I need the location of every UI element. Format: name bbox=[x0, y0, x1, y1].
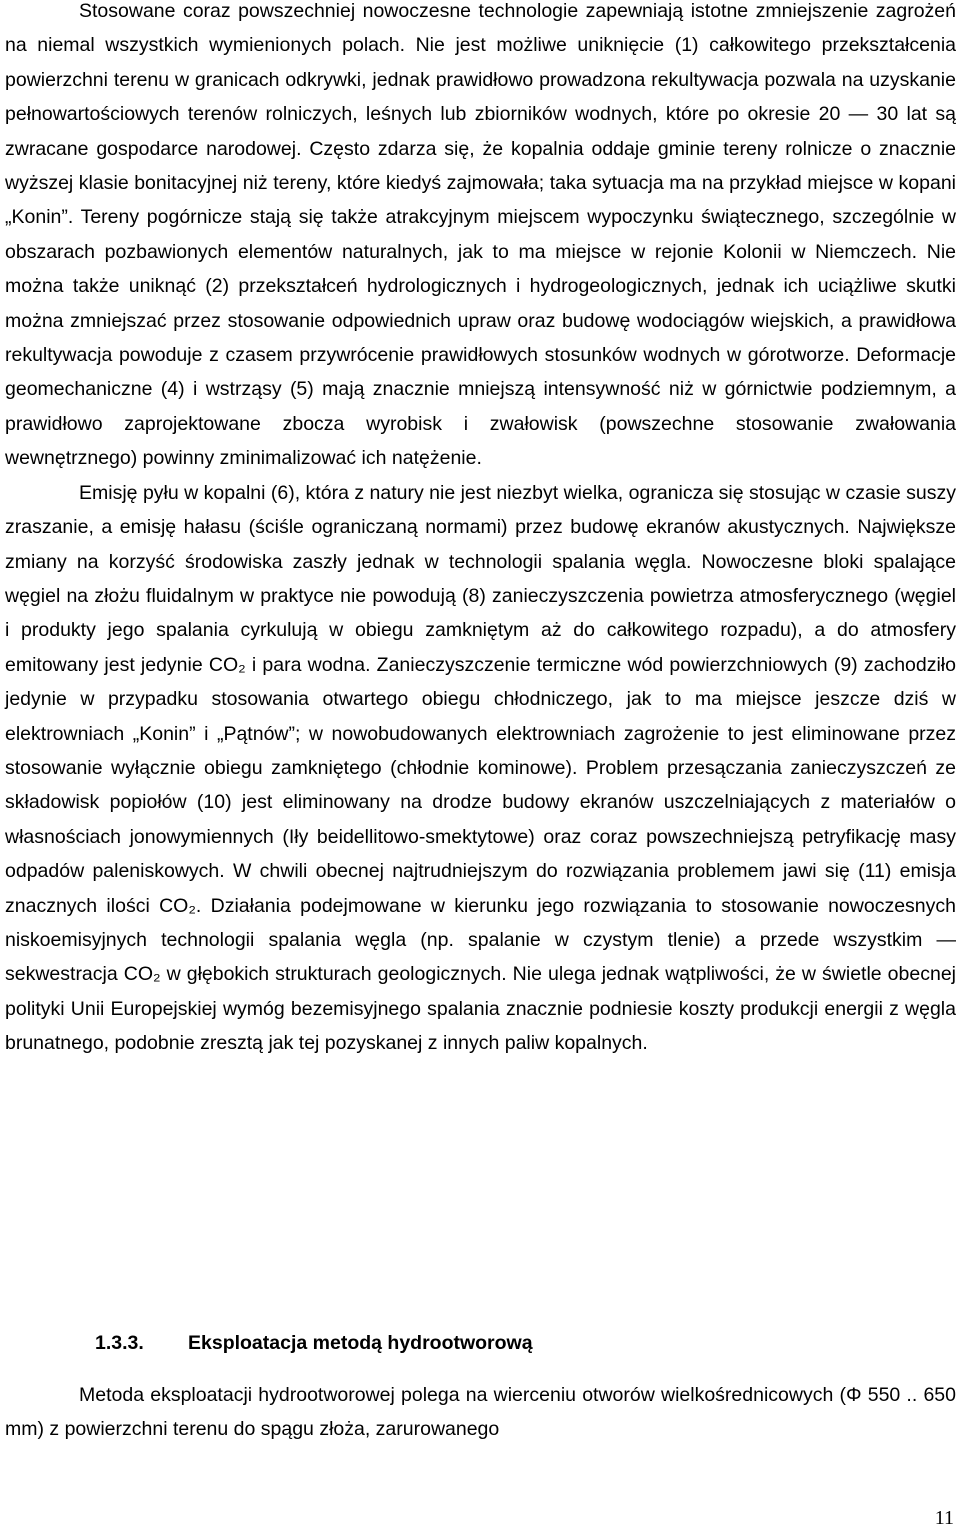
section-number: 1.3.3. bbox=[95, 1332, 144, 1354]
section-title: Eksploatacja metodą hydrootworową bbox=[188, 1332, 533, 1354]
body-paragraph-1: Stosowane coraz powszechniej nowoczesne technologie zapewniają istotne zmniejszenie zagrożeń na niemal wszystkich wymienionych polach. Nie jest możliwe uniknięcie (1) całkowitego przekształcenia powierzchni terenu w granicach odkrywki, jednak prawidłowo prowadzona rekultywacja pozwala na uzyskanie pełnowartościowych terenów rolniczych, leśnych lub zbiorników wodnych, które po okresie 20 — 30 lat są zwracane gospodarce narodowej. Często zdarza się, że kopalnia oddaje gminie tereny rolnicze o znacznie wyższej klasie bonitacyjnej niż tereny, które kiedyś zajmowała; taka sytuacja ma na przykład miejsce w kopani „Konin”. Tereny pogórnicze stają się także atrakcyjnym miejscem wypoczynku świątecznego, szczególnie w obszarach pozbawionych elementów naturalnych, jak to ma miejsce w rejonie Kolonii w Niemczech. Nie można także uniknąć (2) przekształceń hydrologicznych i hydrogeologicznych, jednak ich uciążliwe skutki można zmniejszać przez stosowanie odpowiednich upraw oraz budowę wodociągów wiejskich, a prawidłowa rekultywacja powoduje z czasem przywrócenie prawidłowych stosunków wodnych w górotworze. Deformacje geomechaniczne (4) i wstrząsy (5) mają znacznie mniejszą intensywność niż w górnictwie podziemnym, a prawidłowo zaprojektowane zbocza wyrobisk i zwałowisk (powszechne stosowanie zwałowania wewnętrznego) powinny zminimalizować ich natężenie. bbox=[5, 0, 956, 470]
body-paragraph-3: Metoda eksploatacji hydrootworowej polega na wierceniu otworów wielkośrednicowych (Φ 550 .. 650 mm) z powierzchni terenu do spągu złoża, zarurowanego bbox=[5, 1384, 956, 1441]
section-heading bbox=[95, 1326, 533, 1360]
body-paragraph-2: Emisję pyłu w kopalni (6), która z natury nie jest niezbyt wielka, ogranicza się stosując w czasie suszy zraszanie, a emisję hałasu (ściśle ograniczaną normami) przez budowę ekranów akustycznych. Największe zmiany na korzyść środowiska zaszły jednak w technologii spalania węgla. Nowoczesne bloki spalające węgiel na złożu fluidalnym w praktyce nie powodują (8) zanieczyszczenia powietrza atmosferycznego (węgiel i produkty jego spalania cyrkulują w obiegu zamkniętym aż do całkowitego rozpadu), a do atmosfery emitowany jest jedynie CO₂ i para wodna. Zanieczyszczenie termiczne wód powierzchniowych (9) zachodziło jedynie w przypadku stosowania otwartego obiegu chłodniczego, jak to ma miejsce jeszcze dziś w elektrowniach „Konin” i „Pątnów”; w nowobudowanych elektrowniach zagrożenie to jest eliminowane przez stosowanie wyłącznie obiegu zamkniętego (chłodnie kominowe). Problem przesączania zanieczyszczeń ze składowisk popiołów (10) jest eliminowany na drodze budowy ekranów uszczelniających z materiałów o własnościach jonowymiennych (Iły beidellitowo-smektytowe) oraz coraz powszechniejszą petryfikację masy odpadów paleniskowych. W chwili obecnej najtrudniejszym do rozwiązania problemem jawi się (11) emisja znacznych ilości CO₂. Działania podejmowane w kierunku jego rozwiązania to stosowanie nowoczesnych niskoemisyjnych technologii spalania węgla (np. spalanie w czystym tlenie) a przede wszystkim — sekwestracja CO₂ w głębokich strukturach geologicznych. Nie ulega jednak wątpliwości, że w świetle obecnej polityki Unii Europejskiej wymóg bezemisyjnego spalania znacznie podniesie koszty produkcji energii z węgla brunatnego, podobnie zresztą jak tej pozyskanej z innych paliw kopalnych. bbox=[5, 481, 956, 1055]
document-page bbox=[5, 0, 956, 1441]
page-number: 11 bbox=[934, 1507, 954, 1529]
